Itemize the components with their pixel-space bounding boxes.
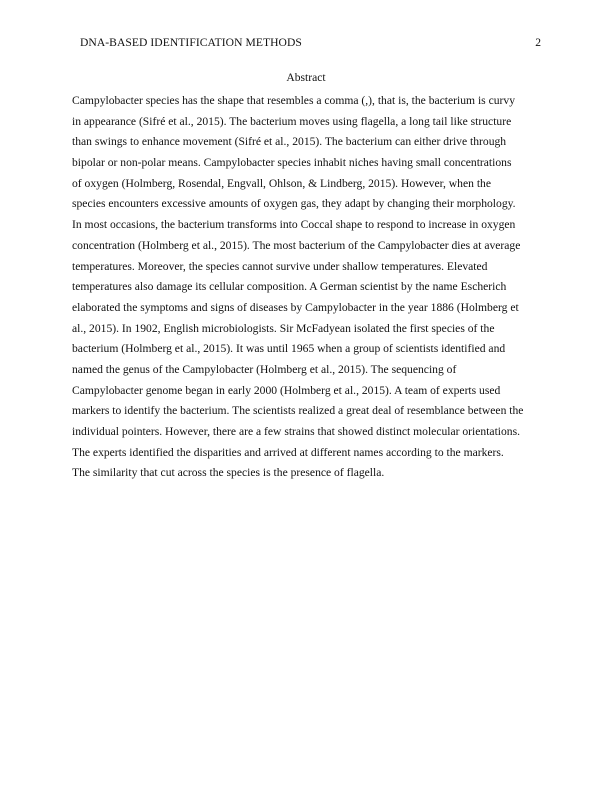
abstract-line: than swings to enhance movement (Sifré et al., 2015). The bacterium can either drive through — [72, 135, 507, 149]
abstract-line: temperatures also damage its cellular composition. A German scientist by the name Escherich — [72, 280, 507, 294]
abstract-line: of oxygen (Holmberg, Rosendal, Engvall, Ohlson, & Lindberg, 2015). However, when the — [72, 176, 491, 190]
page-number: 2 — [535, 36, 541, 49]
abstract-line: species encounters excessive amounts of oxygen gas, they adapt by changing their morphology. — [72, 197, 516, 211]
abstract-line: Campylobacter species has the shape that resembles a comma (,), that is, the bacterium is curvy — [72, 94, 515, 107]
abstract-line: individual pointers. However, there are a few strains that showed distinct molecular orientations. — [72, 425, 521, 438]
abstract-body — [72, 91, 552, 484]
abstract-line: in appearance (Sifré et al., 2015). The bacterium moves using flagella, a long tail like structure — [72, 114, 512, 128]
abstract-line: named the genus of the Campylobacter (Holmberg et al., 2015). The sequencing of — [72, 362, 457, 376]
abstract-heading: Abstract — [286, 71, 326, 84]
abstract-line: In most occasions, the bacterium transforms into Coccal shape to respond to increase in oxygen — [72, 218, 516, 232]
abstract-line: al., 2015). In 1902, English microbiologists. Sir McFadyean isolated the first species of the — [72, 321, 495, 335]
abstract-line: The similarity that cut across the species is the presence of flagella. — [72, 466, 385, 480]
abstract-line: The experts identified the disparities and arrived at different names according to the markers. — [72, 445, 504, 459]
running-head: DNA-BASED IDENTIFICATION METHODS — [80, 36, 302, 49]
abstract-line: bipolar or non-polar means. Campylobacter species inhabit niches having small concentrations — [72, 156, 512, 170]
abstract-line: elaborated the symptoms and signs of diseases by Campylobacter in the year 1886 (Holmberg et — [72, 300, 519, 314]
abstract-line: temperatures. Moreover, the species cannot survive under shallow temperatures. Elevated — [72, 259, 488, 273]
abstract-line: markers to identify the bacterium. The scientists realized a great deal of resemblance between the — [72, 404, 524, 418]
abstract-line: bacterium (Holmberg et al., 2015). It was until 1965 when a group of scientists identified and — [72, 342, 506, 356]
abstract-line: concentration (Holmberg et al., 2015). The most bacterium of the Campylobacter dies at average — [72, 238, 521, 252]
abstract-line: Campylobacter genome began in early 2000 (Holmberg et al., 2015). A team of experts used — [72, 383, 501, 397]
